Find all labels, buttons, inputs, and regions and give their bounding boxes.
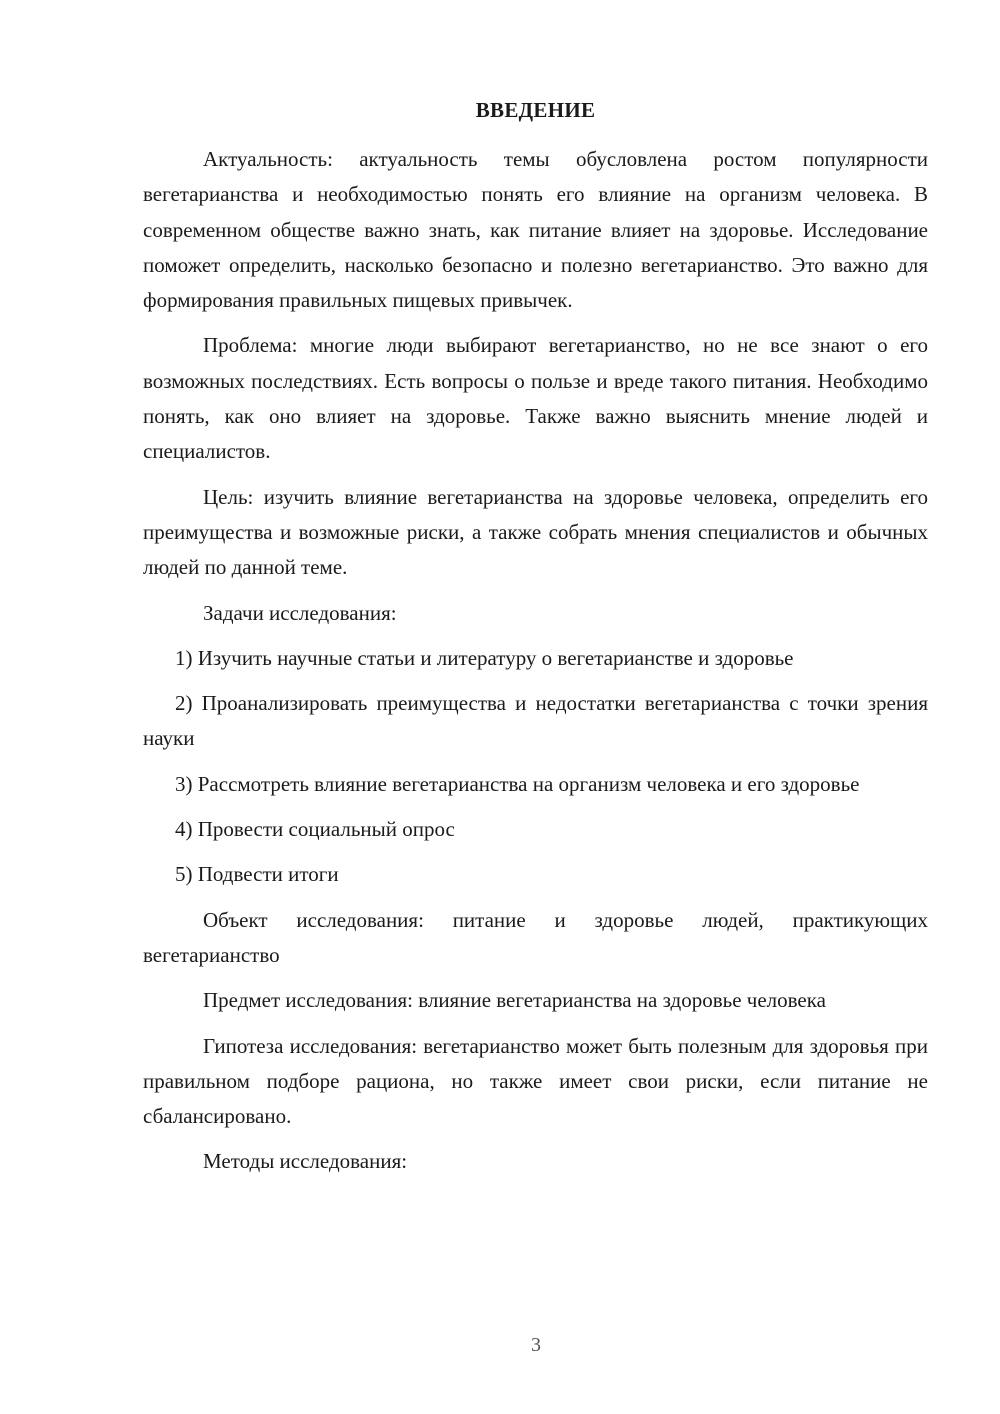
task-item-2: 2) Проанализировать преимущества и недостатки вегетарианства с точки зрения науки (143, 691, 928, 751)
hypothesis-paragraph: Гипотеза исследования: вегетарианство может быть полезным для здоровья при правильном подборе рациона, но также имеет свои риски, если питание не сбалансировано. (143, 1033, 928, 1129)
page-title: ВВЕДЕНИЕ (475, 98, 596, 122)
subject-paragraph: Предмет исследования: влияние вегетарианства на здоровье человека (203, 988, 826, 1013)
relevance-paragraph: Актуальность: актуальность темы обусловлена ростом популярности вегетарианства и необходимостью понять его влияние на организм человека. В современном обществе важно знать, как питание влияет на здоровье. Исследование поможет определить, насколько безопасно и полезно вегетарианство. Это важно для формирования правильных пищевых привычек. (143, 147, 928, 313)
task-item-1: 1) Изучить научные статьи и литературу о вегетарианстве и здоровье (175, 645, 794, 670)
goal-paragraph: Цель: изучить влияние вегетарианства на здоровье человека, определить его преимущества и возможные риски, а также собрать мнения специалистов и обычных людей по данной теме. (143, 484, 928, 580)
task-item-3: 3) Рассмотреть влияние вегетарианства на организм человека и его здоровье (175, 771, 860, 796)
object-paragraph: Объект исследования: питание и здоровье людей, практикующих вегетарианство (143, 907, 928, 967)
task-item-5: 5) Подвести итоги (175, 862, 339, 887)
methods-heading: Методы исследования: (203, 1149, 408, 1174)
tasks-heading: Задачи исследования: (203, 600, 397, 625)
problem-paragraph: Проблема: многие люди выбирают вегетарианство, но не все знают о его возможных последствиях. Есть вопросы о пользе и вреде такого питания. Необходимо понять, как оно влияет на здоровье. Также важно выяснить мнение людей и специалистов. (143, 333, 928, 464)
page-number: 3 (531, 1334, 541, 1356)
task-item-4: 4) Провести социальный опрос (175, 817, 455, 842)
document-page (143, 94, 928, 1190)
